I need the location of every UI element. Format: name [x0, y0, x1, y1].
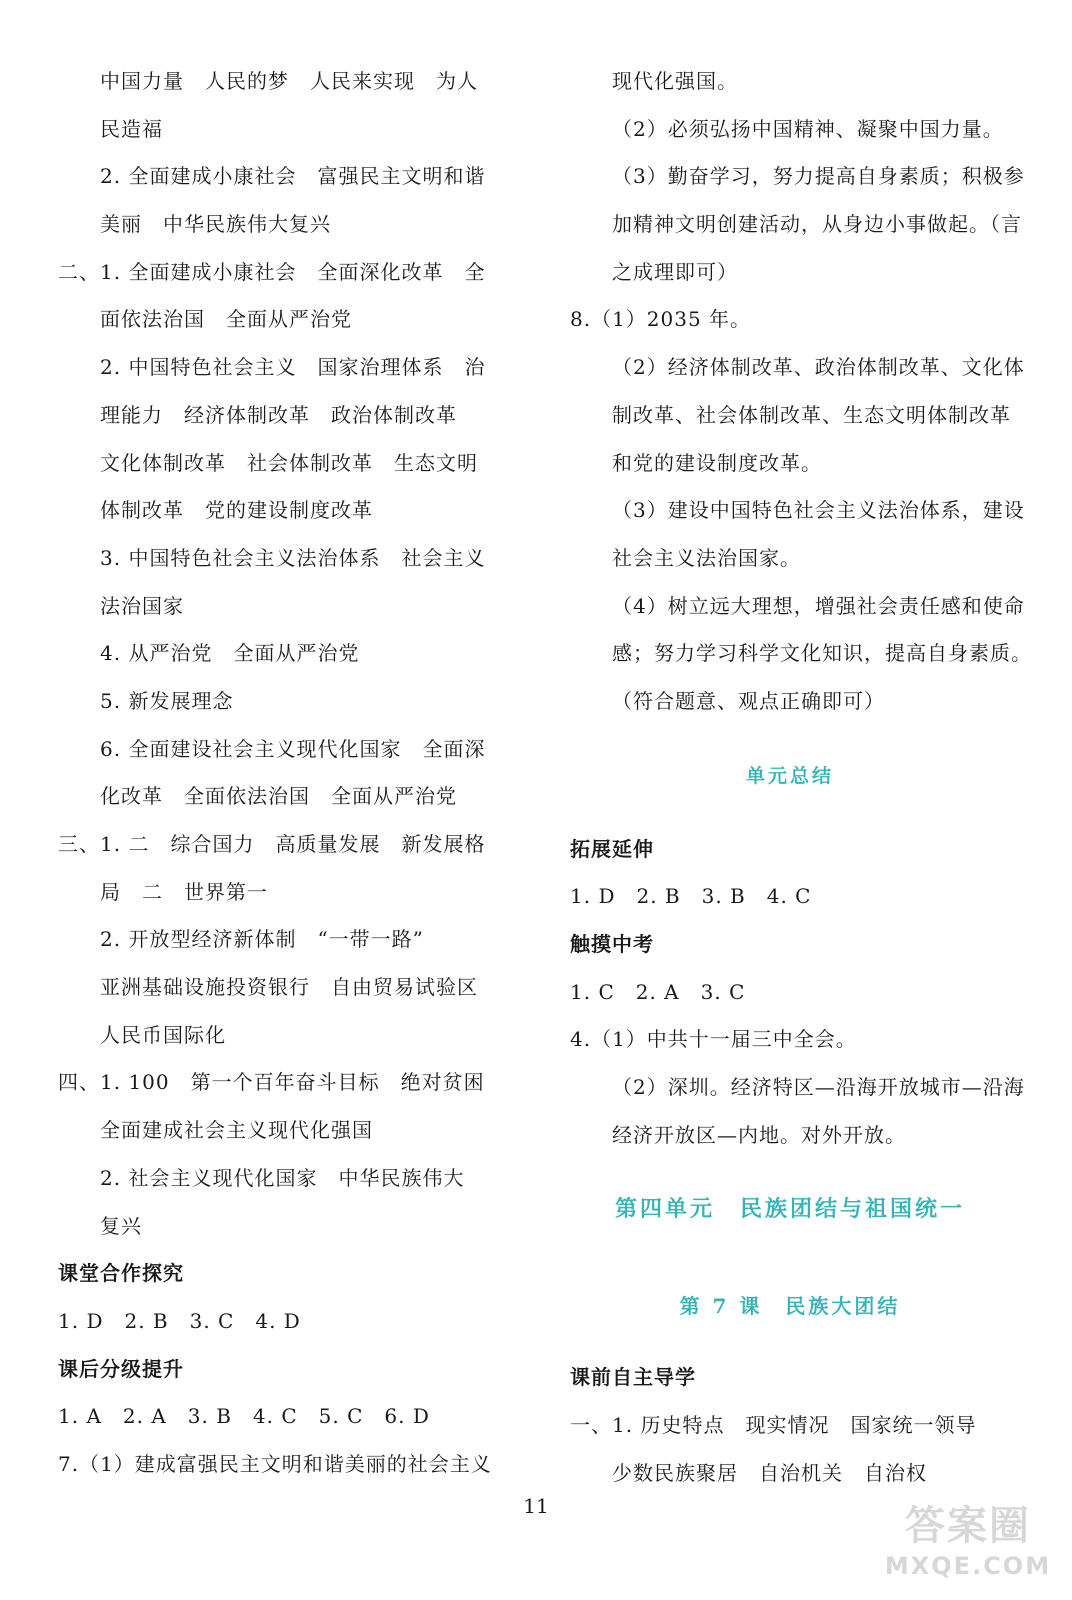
right-column-answers-part3: [570, 1354, 1010, 1497]
answer-line: 和党的建设制度改革。: [612, 450, 822, 475]
answer-line: 面依法治国 全面从严治党: [100, 307, 352, 332]
answer-line: 2. 社会主义现代化国家 中华民族伟大: [100, 1165, 465, 1190]
watermark-bottom-text: MXQE.COM: [884, 1552, 1052, 1580]
answer-line: 少数民族聚居 自治机关 自治权: [612, 1460, 927, 1485]
answer-line: 亚洲基础设施投资银行 自由贸易试验区: [100, 975, 478, 1000]
answer-line: 文化体制改革 社会体制改革 生态文明: [100, 450, 478, 475]
answer-line: （2）深圳。经济特区—沿海开放城市—沿海: [612, 1075, 1025, 1100]
answer-line: （2）经济体制改革、政治体制改革、文化体: [612, 355, 1025, 380]
unit-title: 第四单元 民族团结与祖国统一: [614, 1196, 965, 1223]
right-column: [570, 58, 1032, 1498]
answer-line: （3）勤奋学习，努力提高自身素质；积极参: [612, 164, 1025, 189]
right-column-answers-part2: [570, 826, 1025, 1160]
answer-line: 5. 新发展理念: [100, 688, 234, 713]
answer-line: 1. A 2. A 3. B 4. C 5. C 6. D: [58, 1404, 430, 1429]
answer-line: 2. 全面建成小康社会 富强民主文明和谐: [100, 164, 486, 189]
answer-line: （4）树立远大理想，增强社会责任感和使命: [612, 593, 1025, 618]
answer-line: 4. 从严治党 全面从严治党: [100, 641, 360, 666]
answer-line: 8.（1）2035 年。: [570, 307, 752, 332]
answer-line: 四、1. 100 第一个百年奋斗目标 绝对贫困: [58, 1070, 485, 1095]
answer-line: 社会主义法治国家。: [612, 545, 801, 570]
page-number: 11: [523, 1494, 549, 1518]
watermark-logo: [868, 1500, 1068, 1600]
answer-line: 复兴: [100, 1213, 142, 1238]
answer-line: 2. 中国特色社会主义 国家治理体系 治: [100, 355, 486, 380]
answer-line: 体制改革 党的建设制度改革: [100, 498, 373, 523]
answer-line: 法治国家: [100, 593, 184, 618]
answer-line: 1. C 2. A 3. C: [570, 979, 746, 1004]
answer-line: 理能力 经济体制改革 政治体制改革: [100, 402, 457, 427]
answer-line: （符合题意、观点正确即可）: [612, 688, 885, 713]
left-column: [58, 58, 498, 1489]
answer-line: 1. D 2. B 3. B 4. C: [570, 884, 812, 909]
answer-line: 7.（1）建成富强民主文明和谐美丽的社会主义: [58, 1451, 492, 1476]
answer-line: 二、1. 全面建成小康社会 全面深化改革 全: [58, 259, 486, 284]
answer-line: 局 二 世界第一: [100, 879, 268, 904]
answer-line: 制改革、社会体制改革、生态文明体制改革: [612, 402, 1011, 427]
answer-line: 三、1. 二 综合国力 高质量发展 新发展格: [58, 832, 486, 856]
answer-line: 中国力量 人民的梦 人民来实现 为人: [100, 69, 478, 93]
answer-line: 全面建成社会主义现代化强国: [100, 1118, 373, 1143]
answer-line: （2）必须弘扬中国精神、凝聚中国力量。: [612, 116, 1004, 141]
answer-line: 之成理即可）: [612, 259, 738, 284]
right-column-answers-part1: [570, 58, 1032, 726]
lesson-title: 第 7 课 民族大团结: [679, 1294, 901, 1319]
answer-line: 4.（1）中共十一届三中全会。: [570, 1027, 857, 1052]
answer-line: 1. D 2. B 3. C 4. D: [58, 1308, 301, 1333]
answer-line: 人民币国际化: [100, 1022, 226, 1047]
answer-line: 化改革 全面依法治国 全面从严治党: [100, 784, 457, 809]
answer-line: 现代化强国。: [612, 69, 738, 93]
answer-line: 6. 全面建设社会主义现代化国家 全面深: [100, 736, 486, 761]
answer-line: 加精神文明创建活动，从身边小事做起。（言: [612, 212, 1022, 237]
answer-line: 美丽 中华民族伟大复兴: [100, 212, 331, 237]
answer-line: 民造福: [100, 116, 163, 141]
section-heading: 拓展延伸: [570, 836, 654, 861]
watermark-top-text: 答案圈: [905, 1503, 1031, 1549]
answer-line: 3. 中国特色社会主义法治体系 社会主义: [100, 545, 486, 570]
answer-line: 经济开放区—内地。对外开放。: [612, 1122, 906, 1147]
answer-line: （3）建设中国特色社会主义法治体系，建设: [612, 498, 1025, 523]
unit-summary-title: 单元总结: [745, 764, 834, 787]
answer-line: 2. 开放型经济新体制 “一带一路”: [100, 927, 424, 952]
answer-line: 感；努力学习科学文化知识，提高自身素质。: [612, 641, 1032, 666]
section-heading: 触摸中考: [570, 932, 654, 956]
section-heading: 课前自主导学: [570, 1365, 696, 1390]
section-heading: 课后分级提升: [58, 1356, 184, 1381]
answer-line: 一、1. 历史特点 现实情况 国家统一领导: [570, 1413, 977, 1438]
section-heading: 课堂合作探究: [58, 1261, 184, 1286]
